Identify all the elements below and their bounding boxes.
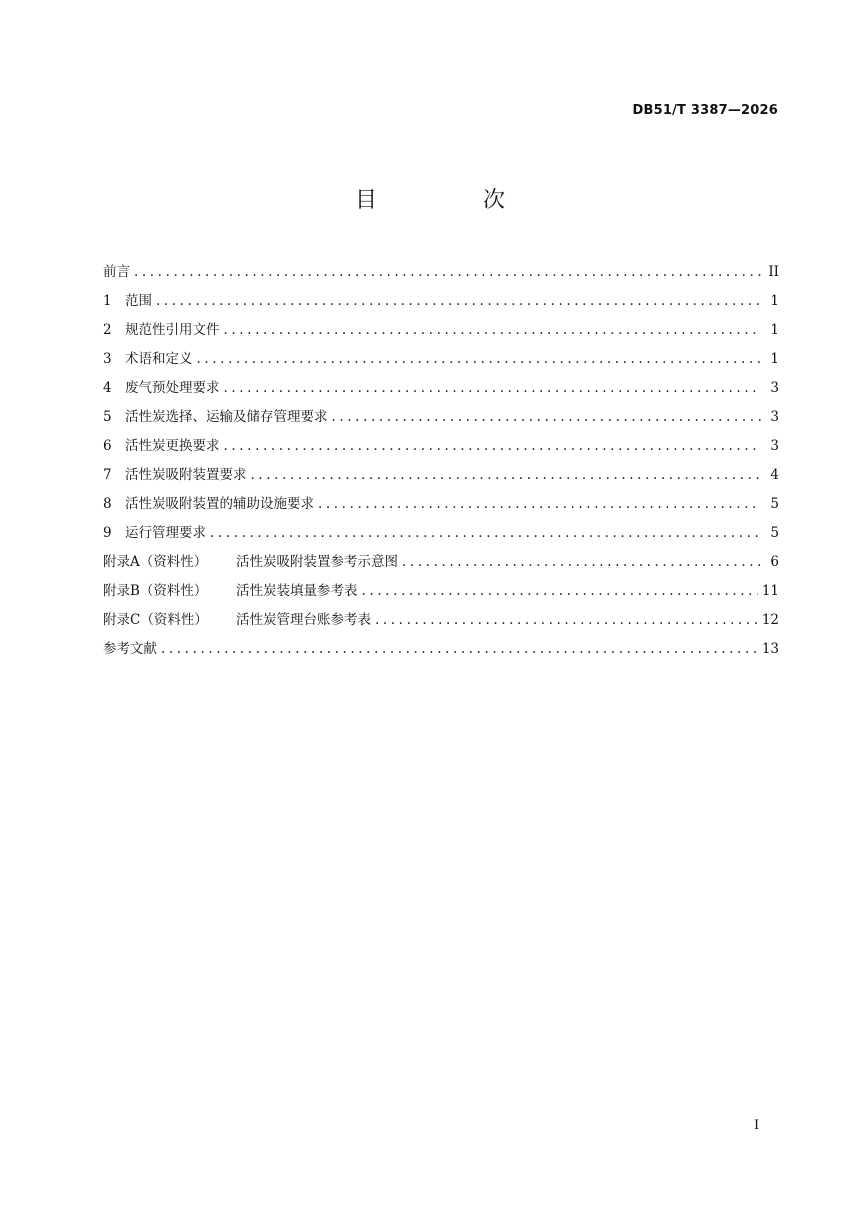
page-number: I xyxy=(754,1118,760,1133)
toc-entry-number: 8 xyxy=(103,496,112,512)
toc-entry-number: 6 xyxy=(103,438,112,454)
toc-entry-number: 7 xyxy=(103,467,112,483)
toc-dot-leader xyxy=(197,351,762,367)
toc-entry-number: 2 xyxy=(103,322,112,338)
toc-entry[interactable] xyxy=(103,608,779,637)
toc-entry-appendix-prefix: 附录C（资料性） xyxy=(103,612,208,628)
toc-dot-leader xyxy=(251,467,762,483)
toc-dot-leader xyxy=(156,293,761,309)
toc-dot-leader xyxy=(224,438,762,454)
toc-entry[interactable] xyxy=(103,405,779,434)
toc-entry-page: 3 xyxy=(770,438,779,454)
toc-entry-page: 5 xyxy=(770,496,779,512)
toc-entry[interactable] xyxy=(103,376,779,405)
toc-entry-label: 规范性引用文件 xyxy=(125,322,220,338)
toc-dot-leader xyxy=(134,264,761,280)
toc-entry[interactable] xyxy=(103,318,779,347)
toc-entry-label: 活性炭选择、运输及储存管理要求 xyxy=(125,409,328,425)
toc-entry-page: 4 xyxy=(770,467,779,483)
toc-entry-label: 活性炭吸附装置的辅助设施要求 xyxy=(125,496,314,512)
toc-entry[interactable] xyxy=(103,347,779,376)
toc-entry-appendix-prefix: 附录B（资料性） xyxy=(103,583,208,599)
toc-entry-label: 活性炭装填量参考表 xyxy=(236,583,358,599)
toc-entry-number: 5 xyxy=(103,409,112,425)
toc-dot-leader xyxy=(224,380,762,396)
toc-entry-label: 活性炭吸附装置参考示意图 xyxy=(236,554,398,570)
toc-entry[interactable] xyxy=(103,260,779,289)
table-of-contents xyxy=(103,260,779,666)
toc-dot-leader xyxy=(375,612,758,628)
toc-entry-label: 活性炭吸附装置要求 xyxy=(125,467,247,483)
toc-entry[interactable] xyxy=(103,637,779,666)
page-title: 目 次 xyxy=(354,188,547,213)
toc-entry-page: 3 xyxy=(770,380,779,396)
toc-dot-leader xyxy=(402,554,761,570)
toc-entry-label: 活性炭管理台账参考表 xyxy=(236,612,371,628)
document-code: DB51/T 3387—2026 xyxy=(632,103,778,118)
toc-entry[interactable] xyxy=(103,521,779,550)
toc-entry-page: 12 xyxy=(761,612,779,628)
toc-entry-number: 1 xyxy=(103,293,112,309)
toc-entry-page: 13 xyxy=(761,641,779,657)
toc-dot-leader xyxy=(224,322,762,338)
toc-entry-page: II xyxy=(768,264,779,280)
toc-entry[interactable] xyxy=(103,434,779,463)
toc-entry-label: 活性炭更换要求 xyxy=(125,438,220,454)
toc-dot-leader xyxy=(161,641,758,657)
toc-dot-leader xyxy=(210,525,761,541)
toc-entry-appendix-prefix: 附录A（资料性） xyxy=(103,554,208,570)
toc-entry-number: 4 xyxy=(103,380,112,396)
toc-entry-page: 6 xyxy=(770,554,779,570)
toc-entry-label: 范围 xyxy=(125,293,152,309)
toc-entry-page: 1 xyxy=(770,351,779,367)
toc-entry-number: 3 xyxy=(103,351,112,367)
toc-entry-page: 3 xyxy=(770,409,779,425)
toc-entry[interactable] xyxy=(103,463,779,492)
toc-entry-page: 1 xyxy=(770,322,779,338)
toc-entry-label: 运行管理要求 xyxy=(125,525,206,541)
toc-entry[interactable] xyxy=(103,579,779,608)
toc-entry-label: 术语和定义 xyxy=(125,351,193,367)
toc-entry[interactable] xyxy=(103,289,779,318)
toc-entry-number: 9 xyxy=(103,525,112,541)
toc-entry-label: 参考文献 xyxy=(103,641,157,657)
toc-entry-page: 5 xyxy=(770,525,779,541)
toc-dot-leader xyxy=(362,583,758,599)
toc-entry-page: 1 xyxy=(770,293,779,309)
toc-entry-label: 废气预处理要求 xyxy=(125,380,220,396)
toc-dot-leader xyxy=(318,496,761,512)
toc-entry-label: 前言 xyxy=(103,264,130,280)
toc-entry[interactable] xyxy=(103,492,779,521)
toc-entry-page: 11 xyxy=(761,583,779,599)
toc-dot-leader xyxy=(332,409,762,425)
toc-entry[interactable] xyxy=(103,550,779,579)
